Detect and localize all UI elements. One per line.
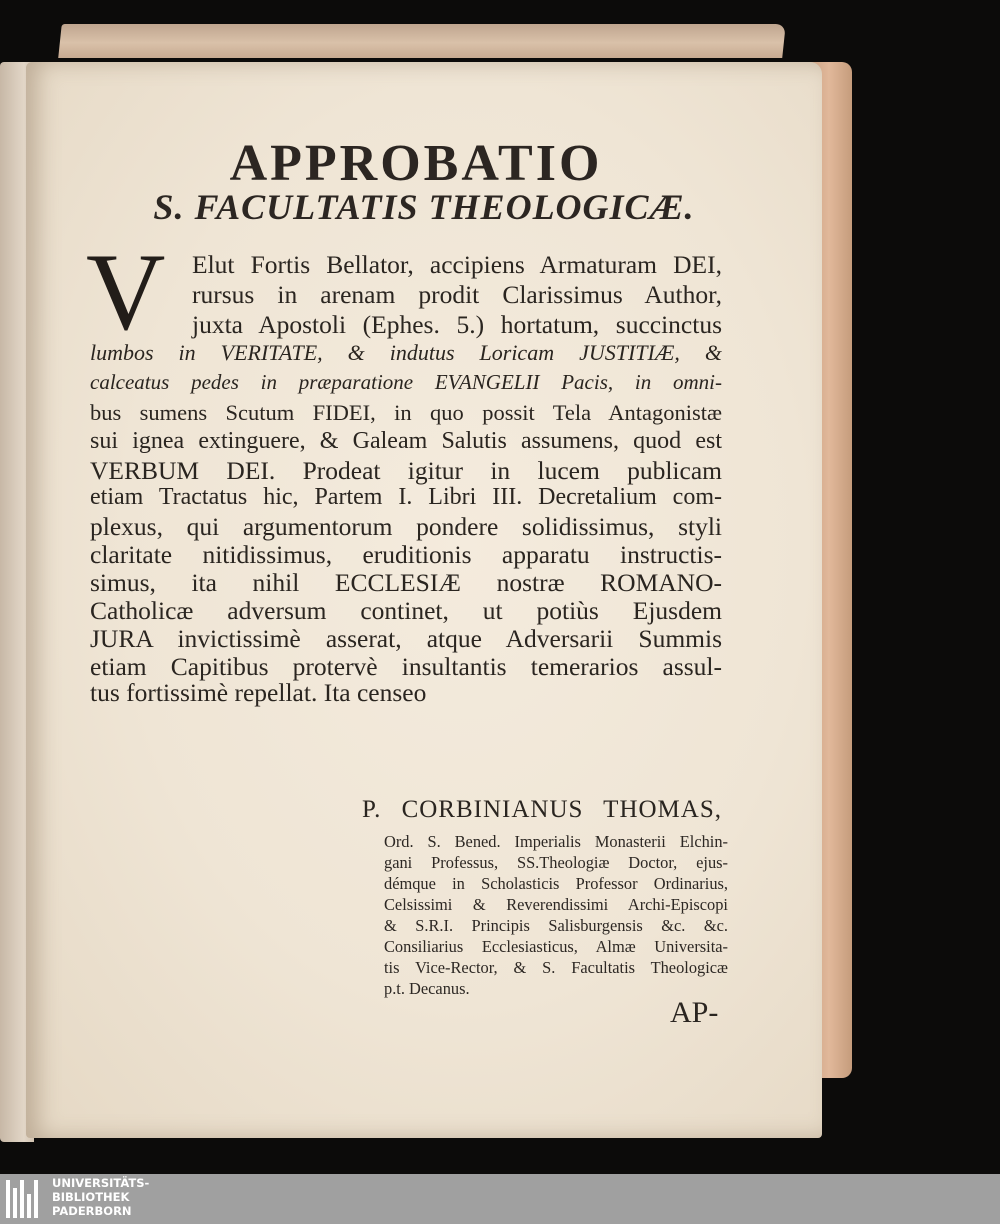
page-stack-top-edge xyxy=(58,24,786,58)
body-line: tus fortissimè repellat. Ita censeo xyxy=(90,678,427,707)
body-line: JURA invictissimè asserat, atque Adversarii Summis xyxy=(90,624,722,653)
signatory-title-line: p.t. Decanus. xyxy=(384,979,470,998)
library-logo-line: UNIVERSITÄTS- xyxy=(52,1176,150,1190)
signatory-title-line: gani Professus, SS.Theologiæ Doctor, ejus- xyxy=(384,853,728,872)
book-page xyxy=(26,62,822,1138)
signatory-title-line: Ord. S. Bened. Imperialis Monasterii Elchin- xyxy=(384,832,728,851)
body-line: calceatus pedes in præparatione EVANGELII Pacis, in omni- xyxy=(90,370,722,394)
body-line: bus sumens Scutum FIDEI, in quo possit Tela Antagonistæ xyxy=(90,400,722,425)
library-logo-icon xyxy=(6,1180,46,1218)
signatory-title-line: & S.R.I. Principis Salisburgensis &c. &c. xyxy=(384,916,728,935)
signatory-title-line: tis Vice-Rector, & S. Facultatis Theologicæ xyxy=(384,958,728,977)
body-line: sui ignea extinguere, & Galeam Salutis assumens, quod est xyxy=(90,428,722,454)
body-line: Catholicæ adversum continet, ut potiùs Ejusdem xyxy=(90,596,722,625)
library-logo-line: BIBLIOTHEK xyxy=(52,1190,130,1204)
body-line: lumbos in VERITATE, & indutus Loricam JUSTITIÆ, & xyxy=(90,340,722,365)
body-line: juxta Apostoli (Ephes. 5.) hortatum, succinctus xyxy=(192,310,722,339)
signatory-title-line: Consiliarius Ecclesiasticus, Almæ Universita- xyxy=(384,937,728,956)
library-footer-bar xyxy=(0,1174,1000,1224)
library-logo-text xyxy=(52,1176,172,1218)
body-line: etiam Capitibus protervè insultantis temerarios assul- xyxy=(90,652,722,681)
page-subtitle: S. FACULTATIS THEOLOGICÆ. xyxy=(153,187,695,227)
body-line: VERBUM DEI. Prodeat igitur in lucem publicam xyxy=(90,456,722,485)
signatory-name: P. CORBINIANUS THOMAS, xyxy=(362,796,722,823)
page-title: APPROBATIO xyxy=(229,135,603,192)
body-line: Elut Fortis Bellator, accipiens Armaturam DEI, xyxy=(192,250,722,279)
library-logo-line: PADERBORN xyxy=(52,1204,132,1218)
signatory-title-line: démque in Scholasticis Professor Ordinarius, xyxy=(384,874,728,893)
drop-cap: V xyxy=(86,231,166,353)
signatory-title-line: Celsissimi & Reverendissimi Archi-Episcopi xyxy=(384,895,728,914)
catchword: AP- xyxy=(670,996,719,1029)
body-line: etiam Tractatus hic, Partem I. Libri III. Decretalium com- xyxy=(90,484,722,510)
body-line: rursus in arenam prodit Clarissimus Author, xyxy=(192,280,722,309)
body-line: claritate nitidissimus, eruditionis apparatu instructis- xyxy=(90,540,722,569)
body-line: simus, ita nihil ECCLESIÆ nostræ ROMANO- xyxy=(90,568,722,597)
body-line: plexus, qui argumentorum pondere solidissimus, styli xyxy=(90,512,722,541)
